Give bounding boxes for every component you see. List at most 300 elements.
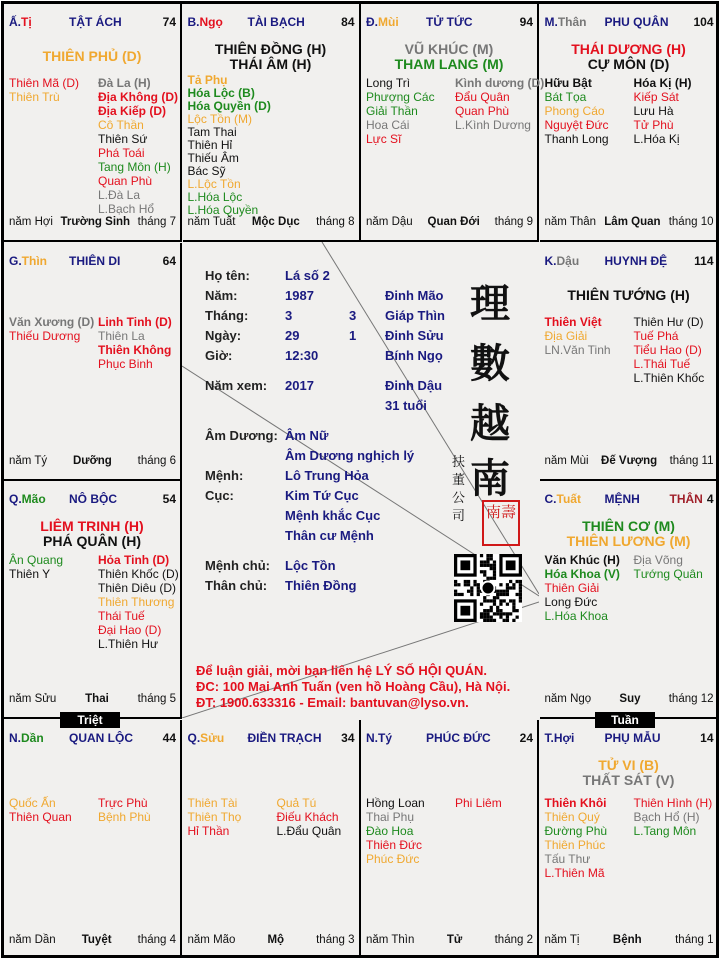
palace-name: QUAN LỘC xyxy=(69,730,133,745)
logo-char: 南 xyxy=(470,455,510,502)
footer-year: năm Dần xyxy=(9,933,56,946)
palace-age-number: 4 xyxy=(706,492,714,506)
footer-life-stage: Mộc Dục xyxy=(251,216,300,228)
footer-month: tháng 4 xyxy=(137,933,176,946)
palace-age-number: 54 xyxy=(162,492,176,506)
main-stars xyxy=(183,42,359,72)
minor-star: Thiên Mã (D) xyxy=(9,76,80,90)
palace-stem: T. xyxy=(544,730,554,745)
palace-stem: Đ. xyxy=(366,15,378,29)
footer-life-stage: Dưỡng xyxy=(72,454,112,467)
palace-age-number: 74 xyxy=(162,15,176,29)
star-column-left xyxy=(9,796,72,824)
palace-stem: M. xyxy=(544,15,558,29)
palace-header xyxy=(9,492,176,508)
minor-star: Điếu Khách xyxy=(276,809,339,824)
footer-life-stage: Đế Vượng xyxy=(601,454,658,467)
info-value: 29 xyxy=(285,328,300,343)
minor-star: Phúc Đức xyxy=(366,851,420,866)
tuvi-chart-board xyxy=(1,1,719,958)
minor-star: Lực Sĩ xyxy=(366,132,402,146)
minor-star: Phong Cáo xyxy=(544,104,605,118)
logo-seal: 南壽 xyxy=(482,500,520,546)
minor-star: Tả Phụ xyxy=(187,73,228,87)
palace-header xyxy=(366,15,533,31)
tuan-marker: Tuần xyxy=(595,712,655,728)
main-star: THAM LANG (M) xyxy=(394,56,504,72)
star-column-left xyxy=(9,76,79,104)
palace-stem: N. xyxy=(366,730,378,745)
minor-star: Tang Môn (H) xyxy=(98,160,171,174)
minor-star: Đẩu Quân xyxy=(455,90,510,104)
star-column-right xyxy=(634,315,705,385)
minor-star: Văn Xương (D) xyxy=(9,314,95,329)
footer-year: năm Sửu xyxy=(9,693,57,705)
minor-star: Hóa Kị (H) xyxy=(633,76,692,90)
palace-cell-mệnh[interactable] xyxy=(540,481,718,719)
main-star: THÁI DƯƠNG (H) xyxy=(571,41,686,57)
palace-branch: Hợi xyxy=(553,730,575,745)
main-stars xyxy=(540,288,718,303)
star-column-right xyxy=(98,553,179,651)
footer-life-stage: Mộ xyxy=(267,933,285,946)
main-star: PHÁ QUÂN (H) xyxy=(43,533,141,549)
palace-cell-huynh-đệ[interactable] xyxy=(540,243,718,481)
palace-name: TẬT ÁCH xyxy=(69,15,122,29)
minor-star: Giải Thần xyxy=(366,104,418,118)
palace-header xyxy=(9,731,176,747)
minor-star: Thiên Tài xyxy=(187,795,238,810)
minor-star: Văn Khúc (H) xyxy=(544,553,620,567)
palace-header xyxy=(545,15,714,31)
footer-year: năm Mão xyxy=(187,933,236,946)
minor-star: Thiếu Âm xyxy=(187,151,239,165)
minor-star: Bác Sỹ xyxy=(187,164,226,178)
palace-branch: Thìn xyxy=(21,253,47,268)
palace-footer xyxy=(366,934,533,948)
palace-header xyxy=(188,731,355,747)
minor-star: Tấu Thư xyxy=(544,851,591,866)
palace-footer xyxy=(9,934,176,948)
palace-name: PHU QUÂN xyxy=(604,15,669,29)
palace-header xyxy=(545,731,714,747)
info-lunar-value: 3 xyxy=(349,308,357,323)
contact-text xyxy=(196,663,510,711)
minor-star: Thiên Không xyxy=(98,342,172,357)
info-value: Lộc Tồn xyxy=(285,558,336,573)
main-star: THẤT SÁT (V) xyxy=(582,771,675,788)
star-column-left xyxy=(545,553,620,623)
palace-age-number: 114 xyxy=(694,253,714,268)
info-value: Thiên Đồng xyxy=(285,578,357,593)
star-column-left xyxy=(545,315,611,357)
palace-branch: Dần xyxy=(21,730,44,745)
minor-star: L.Tang Môn xyxy=(633,823,697,838)
palace-age-number: 84 xyxy=(341,15,355,29)
info-value: Âm Nữ xyxy=(285,428,329,443)
palace-cell-tử-tức[interactable] xyxy=(361,4,545,242)
minor-star: Thiên Quý xyxy=(544,809,600,824)
minor-star: L.Thái Tuế xyxy=(633,356,691,371)
minor-star: Địa Kiếp (D) xyxy=(98,104,167,118)
footer-month: tháng 9 xyxy=(494,216,533,228)
palace-name: ĐIỀN TRẠCH xyxy=(247,730,322,745)
minor-star: Ân Quang xyxy=(9,553,64,567)
main-star: THIÊN LƯƠNG (M) xyxy=(566,533,691,549)
palace-age-number: 24 xyxy=(519,730,533,745)
footer-life-stage: Thai xyxy=(85,693,109,705)
minor-star: Đà La (H) xyxy=(98,76,151,90)
footer-life-stage: Quan Đới xyxy=(427,216,480,228)
minor-star: Lộc Tồn (M) xyxy=(187,112,252,126)
minor-star: Thiên Phúc xyxy=(544,837,606,852)
minor-star: Thiên Khôi xyxy=(544,795,607,810)
info-label: Ngày: xyxy=(205,328,242,343)
minor-star: Tử Phù xyxy=(633,118,674,132)
minor-star: Tam Thai xyxy=(187,125,237,139)
minor-star: Thiên Thọ xyxy=(187,809,242,824)
minor-star: Thiên Hư (D) xyxy=(633,314,704,329)
info-value: Lá số 2 xyxy=(285,268,330,283)
palace-footer xyxy=(9,216,176,230)
palace-branch: Tuất xyxy=(556,492,581,506)
minor-star: Trực Phù xyxy=(98,795,148,810)
minor-star: Thiên Thương xyxy=(98,595,175,609)
palace-name: TỬ TỨC xyxy=(426,15,473,29)
minor-star: Đường Phù xyxy=(544,823,608,838)
palace-name: NÔ BỘC xyxy=(69,492,117,506)
logo-vertical-text: 扶董公司 xyxy=(452,455,466,524)
footer-life-stage: Tuyệt xyxy=(81,933,112,946)
palace-header xyxy=(366,731,533,747)
info-label: Âm Dương: xyxy=(205,428,278,443)
minor-star: L.Thiên Khốc xyxy=(633,370,705,385)
main-star: THÁI ÂM (H) xyxy=(229,56,312,72)
main-star: LIÊM TRINH (H) xyxy=(40,518,144,534)
minor-star: L.Đẩu Quân xyxy=(276,823,342,838)
minor-star: Quốc Ấn xyxy=(9,795,56,810)
minor-star: Thiên Việt xyxy=(544,314,602,329)
palace-footer xyxy=(188,216,355,230)
minor-star: L.Hóa Khoa xyxy=(544,609,608,623)
minor-star: Quan Phù xyxy=(98,174,153,188)
main-star: THIÊN CƠ (M) xyxy=(582,518,675,534)
minor-star: Kình dương (D) xyxy=(455,76,545,90)
palace-name: HUYNH ĐỆ xyxy=(604,253,668,268)
palace-header xyxy=(9,15,176,31)
palace-age-number: 14 xyxy=(700,730,714,745)
minor-star: Bạch Hổ (H) xyxy=(633,809,700,824)
palace-header xyxy=(545,254,714,270)
main-stars xyxy=(540,758,718,788)
minor-star: Hồng Loan xyxy=(366,795,425,810)
palace-footer xyxy=(545,455,714,469)
star-column-right xyxy=(98,315,172,371)
minor-star: Kiếp Sát xyxy=(633,90,679,104)
footer-month: tháng 3 xyxy=(316,933,355,946)
contact-phone-email[interactable]: ĐT: 1900.633316 - Email: bantuvan@lyso.vn. xyxy=(196,695,469,710)
info-value: Kim Tứ Cục xyxy=(285,488,359,503)
main-star: TỬ VI (B) xyxy=(598,756,659,773)
info-label: Thân chủ: xyxy=(205,578,268,593)
footer-year: năm Tị xyxy=(544,933,580,946)
info-canchi: Đinh Mão xyxy=(385,288,444,303)
palace-branch: Mùi xyxy=(378,15,399,29)
main-star: THIÊN PHỦ (D) xyxy=(42,48,142,64)
palace-cell-tật-ách[interactable] xyxy=(4,4,182,242)
info-canchi: Bính Ngọ xyxy=(385,348,443,363)
minor-star: Bệnh Phù xyxy=(98,809,151,824)
footer-year: năm Tuất xyxy=(187,216,236,228)
chart-center-info xyxy=(182,242,539,718)
star-column-right xyxy=(98,76,178,216)
palace-footer xyxy=(188,934,355,948)
star-column-right xyxy=(634,553,703,581)
contact-line: Để luận giải, mời bạn liên hệ LÝ SỐ HỘI QUÁN. xyxy=(196,663,487,678)
palace-stem: Q. xyxy=(187,730,201,745)
palace-name: PHỤ MẪU xyxy=(604,730,661,745)
minor-star: Quả Tú xyxy=(276,795,317,810)
info-canchi: Đinh Dậu xyxy=(385,378,443,393)
main-stars xyxy=(361,42,537,72)
palace-header xyxy=(188,15,355,31)
palace-header xyxy=(9,254,176,270)
footer-year: năm Tý xyxy=(9,454,48,467)
palace-name: PHÚC ĐỨC xyxy=(426,730,491,745)
palace-stem: C. xyxy=(544,492,557,506)
minor-star: Phượng Các xyxy=(366,90,435,104)
minor-star: L.Thiên Mã xyxy=(544,865,605,880)
palace-stem: K. xyxy=(544,253,557,268)
palace-cell-thiên-di[interactable] xyxy=(4,243,182,481)
star-column-left xyxy=(188,74,271,217)
info-label: Mệnh chủ: xyxy=(205,558,270,573)
minor-star: Thiên Giải xyxy=(544,581,600,595)
minor-star: Phục Binh xyxy=(98,356,153,371)
minor-star: Hoa Cái xyxy=(366,118,410,132)
minor-star: L.Đà La xyxy=(98,188,141,202)
info-value: 12:30 xyxy=(285,348,319,363)
info-label: Năm xem: xyxy=(205,378,268,393)
palace-name: TÀI BẠCH xyxy=(247,15,305,29)
info-label: Mệnh: xyxy=(205,468,244,483)
minor-star: L.Bạch Hổ xyxy=(98,202,155,216)
minor-star: Lưu Hà xyxy=(633,104,674,118)
star-column-left xyxy=(188,796,242,838)
palace-branch: Thân xyxy=(557,15,587,29)
footer-life-stage: Tử xyxy=(446,933,463,946)
palace-branch: Tý xyxy=(378,730,393,745)
main-stars xyxy=(540,519,718,549)
minor-star: Thiên Khốc (D) xyxy=(98,567,179,581)
palace-branch: Dậu xyxy=(556,253,580,268)
palace-name: THIÊN DI xyxy=(69,253,121,268)
minor-star: Thiên Hình (H) xyxy=(633,795,713,810)
minor-star: Hóa Lộc (B) xyxy=(187,86,255,100)
minor-star: Thiên Y xyxy=(9,567,51,581)
minor-star: Tướng Quân xyxy=(633,567,703,581)
palace-cell-tài-bạch[interactable] xyxy=(183,4,361,242)
footer-year: năm Thìn xyxy=(366,933,415,946)
minor-star: L.Hóa Kị xyxy=(633,132,680,146)
palace-branch: Ngọ xyxy=(199,15,223,29)
logo-char: 越 xyxy=(470,400,510,447)
palace-footer xyxy=(9,693,176,707)
star-column-left xyxy=(366,76,435,146)
palace-stem: G. xyxy=(9,253,22,268)
star-column-left xyxy=(545,796,608,880)
info-value: Thân cư Mệnh xyxy=(285,528,374,543)
minor-star: Long Trì xyxy=(366,76,411,90)
minor-star: Địa Võng xyxy=(633,553,683,567)
minor-star: Hóa Khoa (V) xyxy=(544,567,620,581)
qr-code-icon[interactable] xyxy=(454,554,522,622)
main-star: THIÊN ĐỒNG (H) xyxy=(214,41,327,57)
footer-year: năm Mùi xyxy=(544,454,589,467)
palace-cell-điền-trạch[interactable] xyxy=(183,720,361,958)
star-column-left xyxy=(545,76,609,146)
footer-month: tháng 2 xyxy=(494,933,533,946)
palace-cell-phụ-mẫu[interactable] xyxy=(540,720,718,958)
info-label: Tháng: xyxy=(205,308,249,323)
main-star: THIÊN TƯỚNG (H) xyxy=(567,286,690,303)
palace-cell-phúc-đức[interactable] xyxy=(361,720,539,958)
footer-month: tháng 7 xyxy=(137,216,176,228)
minor-star: L.Thiên Hư xyxy=(98,637,159,651)
minor-star: Thiên Diêu (D) xyxy=(98,581,177,595)
palace-footer xyxy=(545,216,714,230)
minor-star: Thiên Quan xyxy=(9,809,72,824)
star-column-right xyxy=(277,796,342,838)
palace-branch: Sửu xyxy=(200,730,225,745)
star-column-left xyxy=(366,796,425,866)
than-marker: THÂN xyxy=(669,492,703,506)
minor-star: Địa Không (D) xyxy=(98,90,178,104)
info-canchi: Giáp Thìn xyxy=(385,308,445,323)
footer-year: năm Dậu xyxy=(366,216,413,228)
info-label: Năm: xyxy=(205,288,238,303)
palace-age-number: 44 xyxy=(162,730,176,745)
star-column-left xyxy=(9,315,94,343)
minor-star: Bát Tọa xyxy=(544,90,587,104)
palace-cell-nô-bộc[interactable] xyxy=(4,481,182,719)
footer-life-stage: Trường Sinh xyxy=(60,216,131,228)
minor-star: LN.Văn Tinh xyxy=(544,342,611,357)
info-value: 2017 xyxy=(285,378,314,393)
minor-star: Thanh Long xyxy=(544,132,609,146)
info-value: Mệnh khắc Cục xyxy=(285,508,381,523)
minor-star: Thiên Hỉ xyxy=(187,138,233,152)
minor-star: Long Đức xyxy=(544,595,598,609)
minor-star: Thai Phụ xyxy=(366,809,415,824)
palace-header xyxy=(545,492,714,508)
minor-star: Thiên La xyxy=(98,328,145,343)
main-stars xyxy=(4,49,180,64)
palace-age-number: 34 xyxy=(341,730,355,745)
minor-star: L.Hóa Lộc xyxy=(187,190,243,204)
star-column-right xyxy=(634,796,713,838)
footer-month: tháng 11 xyxy=(669,454,714,467)
minor-star: Tuế Phá xyxy=(633,328,679,343)
palace-cell-quan-lộc[interactable] xyxy=(4,720,182,958)
main-star: CỰ MÔN (D) xyxy=(587,56,670,72)
minor-star: Đại Hao (D) xyxy=(98,623,162,637)
minor-star: L.Lộc Tồn xyxy=(187,177,241,191)
minor-star: Phá Toái xyxy=(98,146,145,160)
footer-year: năm Hợi xyxy=(9,216,53,228)
palace-branch: Tị xyxy=(21,15,32,29)
info-value: Lô Trung Hỏa xyxy=(285,468,369,483)
minor-star: Thiên Trù xyxy=(9,90,60,104)
star-column-right xyxy=(455,796,502,810)
palace-footer xyxy=(545,693,714,707)
footer-month: tháng 10 xyxy=(668,216,714,228)
triet-marker: Triệt xyxy=(60,712,120,728)
footer-life-stage: Lâm Quan xyxy=(604,216,661,228)
palace-age-number: 104 xyxy=(693,15,714,29)
minor-star: Nguyệt Đức xyxy=(544,118,609,132)
palace-branch: Mão xyxy=(21,492,46,506)
palace-stem: N. xyxy=(9,730,21,745)
palace-footer xyxy=(366,216,533,230)
minor-star: Thiên Đức xyxy=(366,837,423,852)
footer-life-stage: Bệnh xyxy=(612,933,642,946)
minor-star: Phi Liêm xyxy=(455,795,502,810)
info-canchi: 31 tuổi xyxy=(385,398,427,413)
footer-month: tháng 12 xyxy=(668,693,714,705)
minor-star: L.Kình Dương xyxy=(455,118,531,132)
star-column-right xyxy=(98,796,151,824)
logo-char: 理 xyxy=(470,280,510,327)
info-canchi: Đinh Sửu xyxy=(385,328,444,343)
info-label: Giờ: xyxy=(205,348,233,363)
palace-name: MỆNH xyxy=(604,492,640,506)
contact-address: ĐC: 100 Mai Anh Tuấn (ven hồ Hoàng Cầu), Hà Nội. xyxy=(196,679,511,694)
main-star: VŨ KHÚC (M) xyxy=(404,41,494,57)
minor-star: Cô Thần xyxy=(98,118,144,132)
palace-stem: B. xyxy=(187,15,200,29)
main-stars xyxy=(540,42,718,72)
info-value: 1987 xyxy=(285,288,314,303)
footer-year: năm Ngọ xyxy=(544,693,592,705)
footer-month: tháng 1 xyxy=(675,933,714,946)
footer-month: tháng 6 xyxy=(137,454,176,467)
palace-footer xyxy=(9,455,176,469)
minor-star: Thiên Sứ xyxy=(98,132,148,146)
minor-star: Hữu Bật xyxy=(544,76,592,90)
logo-char: 數 xyxy=(470,340,510,387)
minor-star: Thái Tuế xyxy=(98,609,145,623)
palace-age-number: 64 xyxy=(162,253,176,268)
palace-cell-phu-quân[interactable] xyxy=(540,4,718,242)
info-lunar-value: 1 xyxy=(349,328,357,343)
minor-star: L.Hóa Quyền xyxy=(187,203,259,217)
main-stars xyxy=(4,519,180,549)
minor-star: Linh Tinh (D) xyxy=(98,314,172,329)
info-label: Họ tên: xyxy=(205,268,250,283)
star-column-right xyxy=(634,76,692,146)
minor-star: Hỉ Thần xyxy=(187,823,230,838)
palace-stem: Q. xyxy=(9,492,22,506)
star-column-left xyxy=(9,553,63,581)
info-value: Âm Dương nghịch lý xyxy=(285,448,415,463)
palace-footer xyxy=(545,934,714,948)
minor-star: Hỏa Tinh (D) xyxy=(98,553,170,567)
info-label: Cục: xyxy=(205,488,234,503)
info-value: 3 xyxy=(285,308,293,323)
minor-star: Tiểu Hao (D) xyxy=(633,342,702,357)
star-column-right xyxy=(455,76,544,132)
